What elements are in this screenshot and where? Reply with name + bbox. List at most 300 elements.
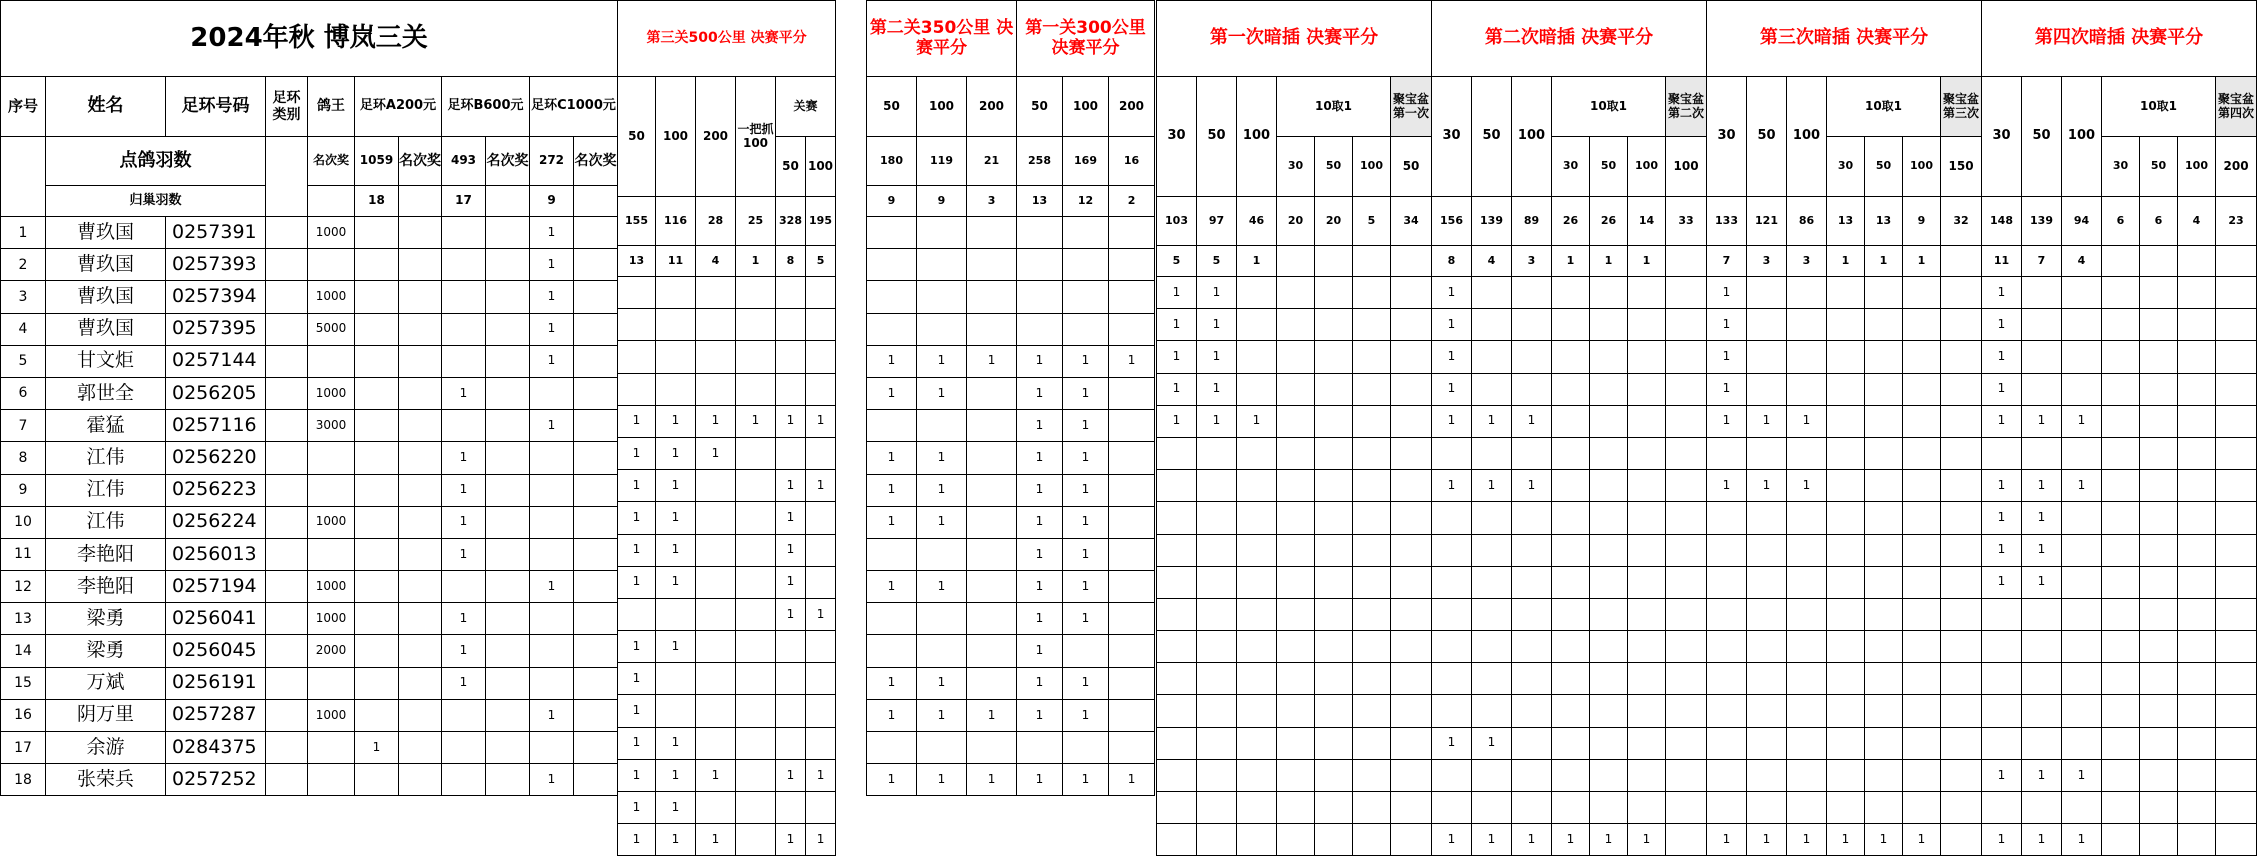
cell-mark [1277,341,1315,373]
table-row [618,373,836,405]
home-count [1353,246,1391,277]
row-c [530,442,574,474]
cell-mark [1237,341,1277,373]
home-count: 1 [1865,246,1903,277]
cell-mark [1277,405,1315,437]
cell-mark: 1 [1982,309,2022,341]
cell-mark [1315,277,1353,309]
table-row [1707,373,1982,405]
table-row [1,442,618,474]
row-a [355,603,399,635]
cell-mark: 1 [917,442,967,474]
cell-mark [1982,727,2022,759]
sub-header-bowl-value: 150 [1941,137,1982,197]
row-b-rank [486,667,530,699]
cell-mark [696,309,736,341]
cell-mark [1628,437,1666,469]
point-count: 328 [776,197,806,246]
cell-mark: 1 [1017,442,1063,474]
table-row [1707,598,1982,630]
cell-mark [2062,341,2102,373]
cell-mark [1391,663,1432,695]
page-title: 2024年秋 博岚三关 [1,1,618,77]
table-row [1982,695,2257,727]
count-b-home: 17 [442,186,486,217]
cell-mark: 1 [2062,405,2102,437]
cell-mark [1666,502,1707,534]
cell-mark [1197,534,1237,566]
cell-mark [1512,727,1552,759]
cell-mark: 1 [917,667,967,699]
cell-mark [1827,470,1865,502]
header-name: 姓名 [46,77,166,137]
cell-mark: 1 [1017,345,1063,377]
row-seq: 10 [1,506,46,538]
cell-mark [806,534,836,566]
table-row [1432,341,1707,373]
cell-mark: 1 [806,759,836,791]
cell-mark [1315,663,1353,695]
cell-mark [2102,502,2140,534]
cell-mark [2062,437,2102,469]
home-count: 3 [1787,246,1827,277]
table-row [1432,695,1707,727]
cell-mark [1391,727,1432,759]
cell-mark: 1 [1472,727,1512,759]
cell-mark [1666,373,1707,405]
table-row [1,699,618,731]
cell-mark [1747,309,1787,341]
row-seq: 5 [1,345,46,377]
cell-mark: 1 [1747,405,1787,437]
row-ring-type [266,603,308,635]
cell-mark: 1 [1747,470,1787,502]
table-row [618,824,836,856]
cell-mark [2022,727,2062,759]
table-row [1432,663,1707,695]
cell-mark [2178,437,2216,469]
cell-mark [967,217,1017,249]
cell-mark [867,313,917,345]
point-count: 6 [2102,197,2140,246]
cell-mark: 1 [1237,405,1277,437]
point-count: 116 [656,197,696,246]
table-row [1017,603,1155,635]
cell-mark [1197,824,1237,856]
cell-mark [1941,824,1982,856]
point-count: 20 [1315,197,1353,246]
cell-mark [1391,470,1432,502]
cell-mark [618,277,656,309]
row-ring-no: 0256224 [166,506,266,538]
cell-mark [1941,598,1982,630]
row-c: 1 [530,313,574,345]
cell-mark [618,341,656,373]
home-count: 3 [967,186,1017,217]
cell-mark [2102,631,2140,663]
table-row [1017,571,1155,603]
cell-mark: 1 [618,792,656,824]
home-count: 1 [736,246,776,277]
cell-mark [1063,732,1109,764]
cell-mark [1157,470,1197,502]
sub-header: 100 [2178,137,2216,197]
cell-mark [1865,405,1903,437]
row-king: 1000 [308,699,355,731]
table-row [867,281,1017,313]
cell-mark [1903,727,1941,759]
cell-mark [1237,759,1277,791]
row-a: 1 [355,732,399,764]
row-king [308,442,355,474]
point-count: 258 [1017,137,1063,186]
blank-cell [399,186,442,217]
row-b-rank [486,345,530,377]
cell-mark: 1 [1432,373,1472,405]
cell-mark [1353,405,1391,437]
cell-mark [1590,309,1628,341]
cell-mark: 1 [2022,824,2062,856]
cell-mark: 1 [1865,824,1903,856]
table-row [1982,727,2257,759]
cell-mark [1787,663,1827,695]
row-a [355,667,399,699]
count-c-home: 9 [530,186,574,217]
cell-mark [917,410,967,442]
row-b: 1 [442,506,486,538]
cell-mark [1109,732,1155,764]
point-count: 26 [1552,197,1590,246]
cell-mark: 1 [867,377,917,409]
cell-mark [867,281,917,313]
cell-mark [1628,631,1666,663]
sub-header: 50 [618,77,656,197]
row-c: 1 [530,410,574,442]
cell-mark [1552,759,1590,791]
row-king: 1000 [308,571,355,603]
cell-mark [967,474,1017,506]
cell-mark [1017,249,1063,281]
row-a [355,410,399,442]
point-count: 33 [1666,197,1707,246]
cell-mark [1628,534,1666,566]
cell-mark [2022,437,2062,469]
cell-mark [736,824,776,856]
cell-mark [1432,663,1472,695]
cell-mark: 1 [696,405,736,437]
cell-mark [1552,405,1590,437]
cell-mark: 1 [967,764,1017,796]
cell-mark [1197,663,1237,695]
cell-mark [1109,442,1155,474]
cell-mark: 1 [1707,277,1747,309]
cell-mark [1277,663,1315,695]
row-seq: 3 [1,281,46,313]
cell-mark [1787,566,1827,598]
cell-mark [2062,502,2102,534]
home-count: 11 [1982,246,2022,277]
cell-mark [806,277,836,309]
table-row [867,249,1017,281]
cell-mark [1353,309,1391,341]
cell-mark [1865,759,1903,791]
cell-mark [2022,663,2062,695]
cell-mark [967,732,1017,764]
cell-mark [1747,373,1787,405]
table-row [1157,631,1432,663]
row-c-rank [574,538,618,570]
table-row [1707,566,1982,598]
cell-mark: 1 [1432,277,1472,309]
cell-mark [1787,437,1827,469]
cell-mark [1903,695,1941,727]
cell-mark: 1 [618,502,656,534]
home-count: 4 [1472,246,1512,277]
cell-mark [1157,598,1197,630]
table-row [1707,341,1982,373]
row-c [530,474,574,506]
row-ring-type [266,281,308,313]
cell-mark: 1 [656,470,696,502]
cell-mark [2140,727,2178,759]
table-row [618,534,836,566]
point-count: 139 [2022,197,2062,246]
cell-mark [1628,373,1666,405]
cell-mark [806,631,836,663]
home-count: 4 [696,246,736,277]
cell-mark: 1 [917,764,967,796]
table-row [1707,502,1982,534]
sub-header: 50 [1017,77,1063,137]
cell-mark: 1 [1063,377,1109,409]
row-c-rank [574,377,618,409]
cell-mark [1353,663,1391,695]
point-count: 46 [1237,197,1277,246]
cell-mark: 1 [656,437,696,469]
row-a-rank [399,410,442,442]
cell-mark [696,695,736,727]
cell-mark [696,598,736,630]
row-c [530,732,574,764]
cell-mark [2062,663,2102,695]
cell-mark: 1 [1109,764,1155,796]
cell-mark [2102,373,2140,405]
cell-mark [1237,824,1277,856]
row-b-rank [486,217,530,249]
table-row [1,249,618,281]
cell-mark: 1 [1017,506,1063,538]
row-a-rank [399,571,442,603]
cell-mark [2102,470,2140,502]
table-row [1707,534,1982,566]
cell-mark: 1 [867,764,917,796]
row-c-rank [574,764,618,796]
cell-mark: 1 [1109,345,1155,377]
cell-mark [1197,759,1237,791]
row-a-rank [399,506,442,538]
table-row [1,667,618,699]
table-row [1,345,618,377]
sub-header: 50 [2140,137,2178,197]
sub-header: 30 [1827,137,1865,197]
cell-mark [1472,663,1512,695]
cell-mark [1590,373,1628,405]
table-row [867,667,1017,699]
row-c-rank [574,506,618,538]
cell-mark [1941,470,1982,502]
cell-mark [2022,373,2062,405]
row-king: 3000 [308,410,355,442]
table-row [867,377,1017,409]
cell-mark [1277,759,1315,791]
cell-mark [867,603,917,635]
cell-mark: 1 [917,345,967,377]
home-count: 3 [1747,246,1787,277]
cell-mark [1787,598,1827,630]
table-row [1707,309,1982,341]
point-count: 169 [1063,137,1109,186]
cell-mark [1666,631,1707,663]
cell-mark [1903,534,1941,566]
cell-mark [1787,277,1827,309]
cell-mark [806,502,836,534]
row-ring-no: 0256191 [166,667,266,699]
table-row [1,571,618,603]
sub-header: 50 [1197,77,1237,197]
table-row [1157,470,1432,502]
cell-mark [1277,598,1315,630]
table-row [618,309,836,341]
cell-mark [967,635,1017,667]
cell-mark [736,437,776,469]
cell-mark [1903,470,1941,502]
row-c: 1 [530,281,574,313]
cell-mark [696,631,736,663]
row-b [442,699,486,731]
row-a [355,538,399,570]
row-c-rank [574,635,618,667]
cell-mark [2062,309,2102,341]
table-row [1707,631,1982,663]
row-ring-type [266,474,308,506]
cell-mark [2062,695,2102,727]
row-a-rank [399,732,442,764]
row-b [442,764,486,796]
cell-mark [1628,792,1666,824]
cell-mark [2216,502,2257,534]
cell-mark [776,341,806,373]
table-row [1432,824,1707,856]
cell-mark [1472,502,1512,534]
table-row [1157,341,1432,373]
cell-mark: 1 [1063,699,1109,731]
count-a-home: 18 [355,186,399,217]
cell-mark [1827,341,1865,373]
cell-mark [1277,470,1315,502]
cell-mark [1941,309,1982,341]
cell-mark [1472,373,1512,405]
row-b-rank [486,571,530,603]
table-row [1982,373,2257,405]
cell-mark: 1 [1063,603,1109,635]
cell-mark [1827,437,1865,469]
count-a-point: 1059 [355,137,399,186]
cell-mark [1552,470,1590,502]
cell-mark: 1 [1982,566,2022,598]
table-row [1,313,618,345]
cell-mark [1747,437,1787,469]
cell-mark: 1 [2022,405,2062,437]
label-home-feather: 归巢羽数 [46,186,266,217]
cell-mark [1903,341,1941,373]
cell-mark [2216,341,2257,373]
cell-mark [1747,727,1787,759]
row-a [355,281,399,313]
cell-mark [1277,792,1315,824]
cell-mark [1628,309,1666,341]
cell-mark [1157,502,1197,534]
table-row [1982,341,2257,373]
cell-mark [1237,534,1277,566]
cell-mark [1666,470,1707,502]
cell-mark [1941,277,1982,309]
point-count: 28 [696,197,736,246]
cell-mark: 1 [1982,341,2022,373]
left-table [0,0,618,796]
cell-mark [1512,373,1552,405]
cell-mark: 1 [656,727,696,759]
cell-mark [2216,437,2257,469]
table-row [618,598,836,630]
cell-mark [1315,824,1353,856]
cell-mark [917,217,967,249]
home-count: 8 [776,246,806,277]
row-b: 1 [442,442,486,474]
row-ring-type [266,377,308,409]
cell-mark [1747,566,1787,598]
cell-mark [1827,792,1865,824]
cell-mark [1472,759,1512,791]
cell-mark: 1 [618,405,656,437]
cell-mark [1472,631,1512,663]
row-b [442,345,486,377]
home-count: 9 [867,186,917,217]
cell-mark [1353,792,1391,824]
cell-mark [1827,534,1865,566]
cell-mark [1707,663,1747,695]
table-row [618,663,836,695]
cell-mark [2062,277,2102,309]
cell-mark: 1 [1903,824,1941,856]
cell-mark: 1 [618,631,656,663]
cell-mark: 1 [967,699,1017,731]
cell-mark [1666,341,1707,373]
cell-mark [2062,727,2102,759]
cell-mark [1747,534,1787,566]
cell-mark [1982,792,2022,824]
cell-mark [1017,732,1063,764]
cell-mark [1109,281,1155,313]
table-row [1157,373,1432,405]
cell-mark [1552,502,1590,534]
cell-mark [1315,405,1353,437]
label-rank-award: 名次奖 [308,137,355,186]
cell-mark [1512,534,1552,566]
row-b: 1 [442,474,486,506]
cell-mark [1315,502,1353,534]
section-title: 第一次暗插 决赛平分 [1157,1,1432,77]
table-row [1157,824,1432,856]
